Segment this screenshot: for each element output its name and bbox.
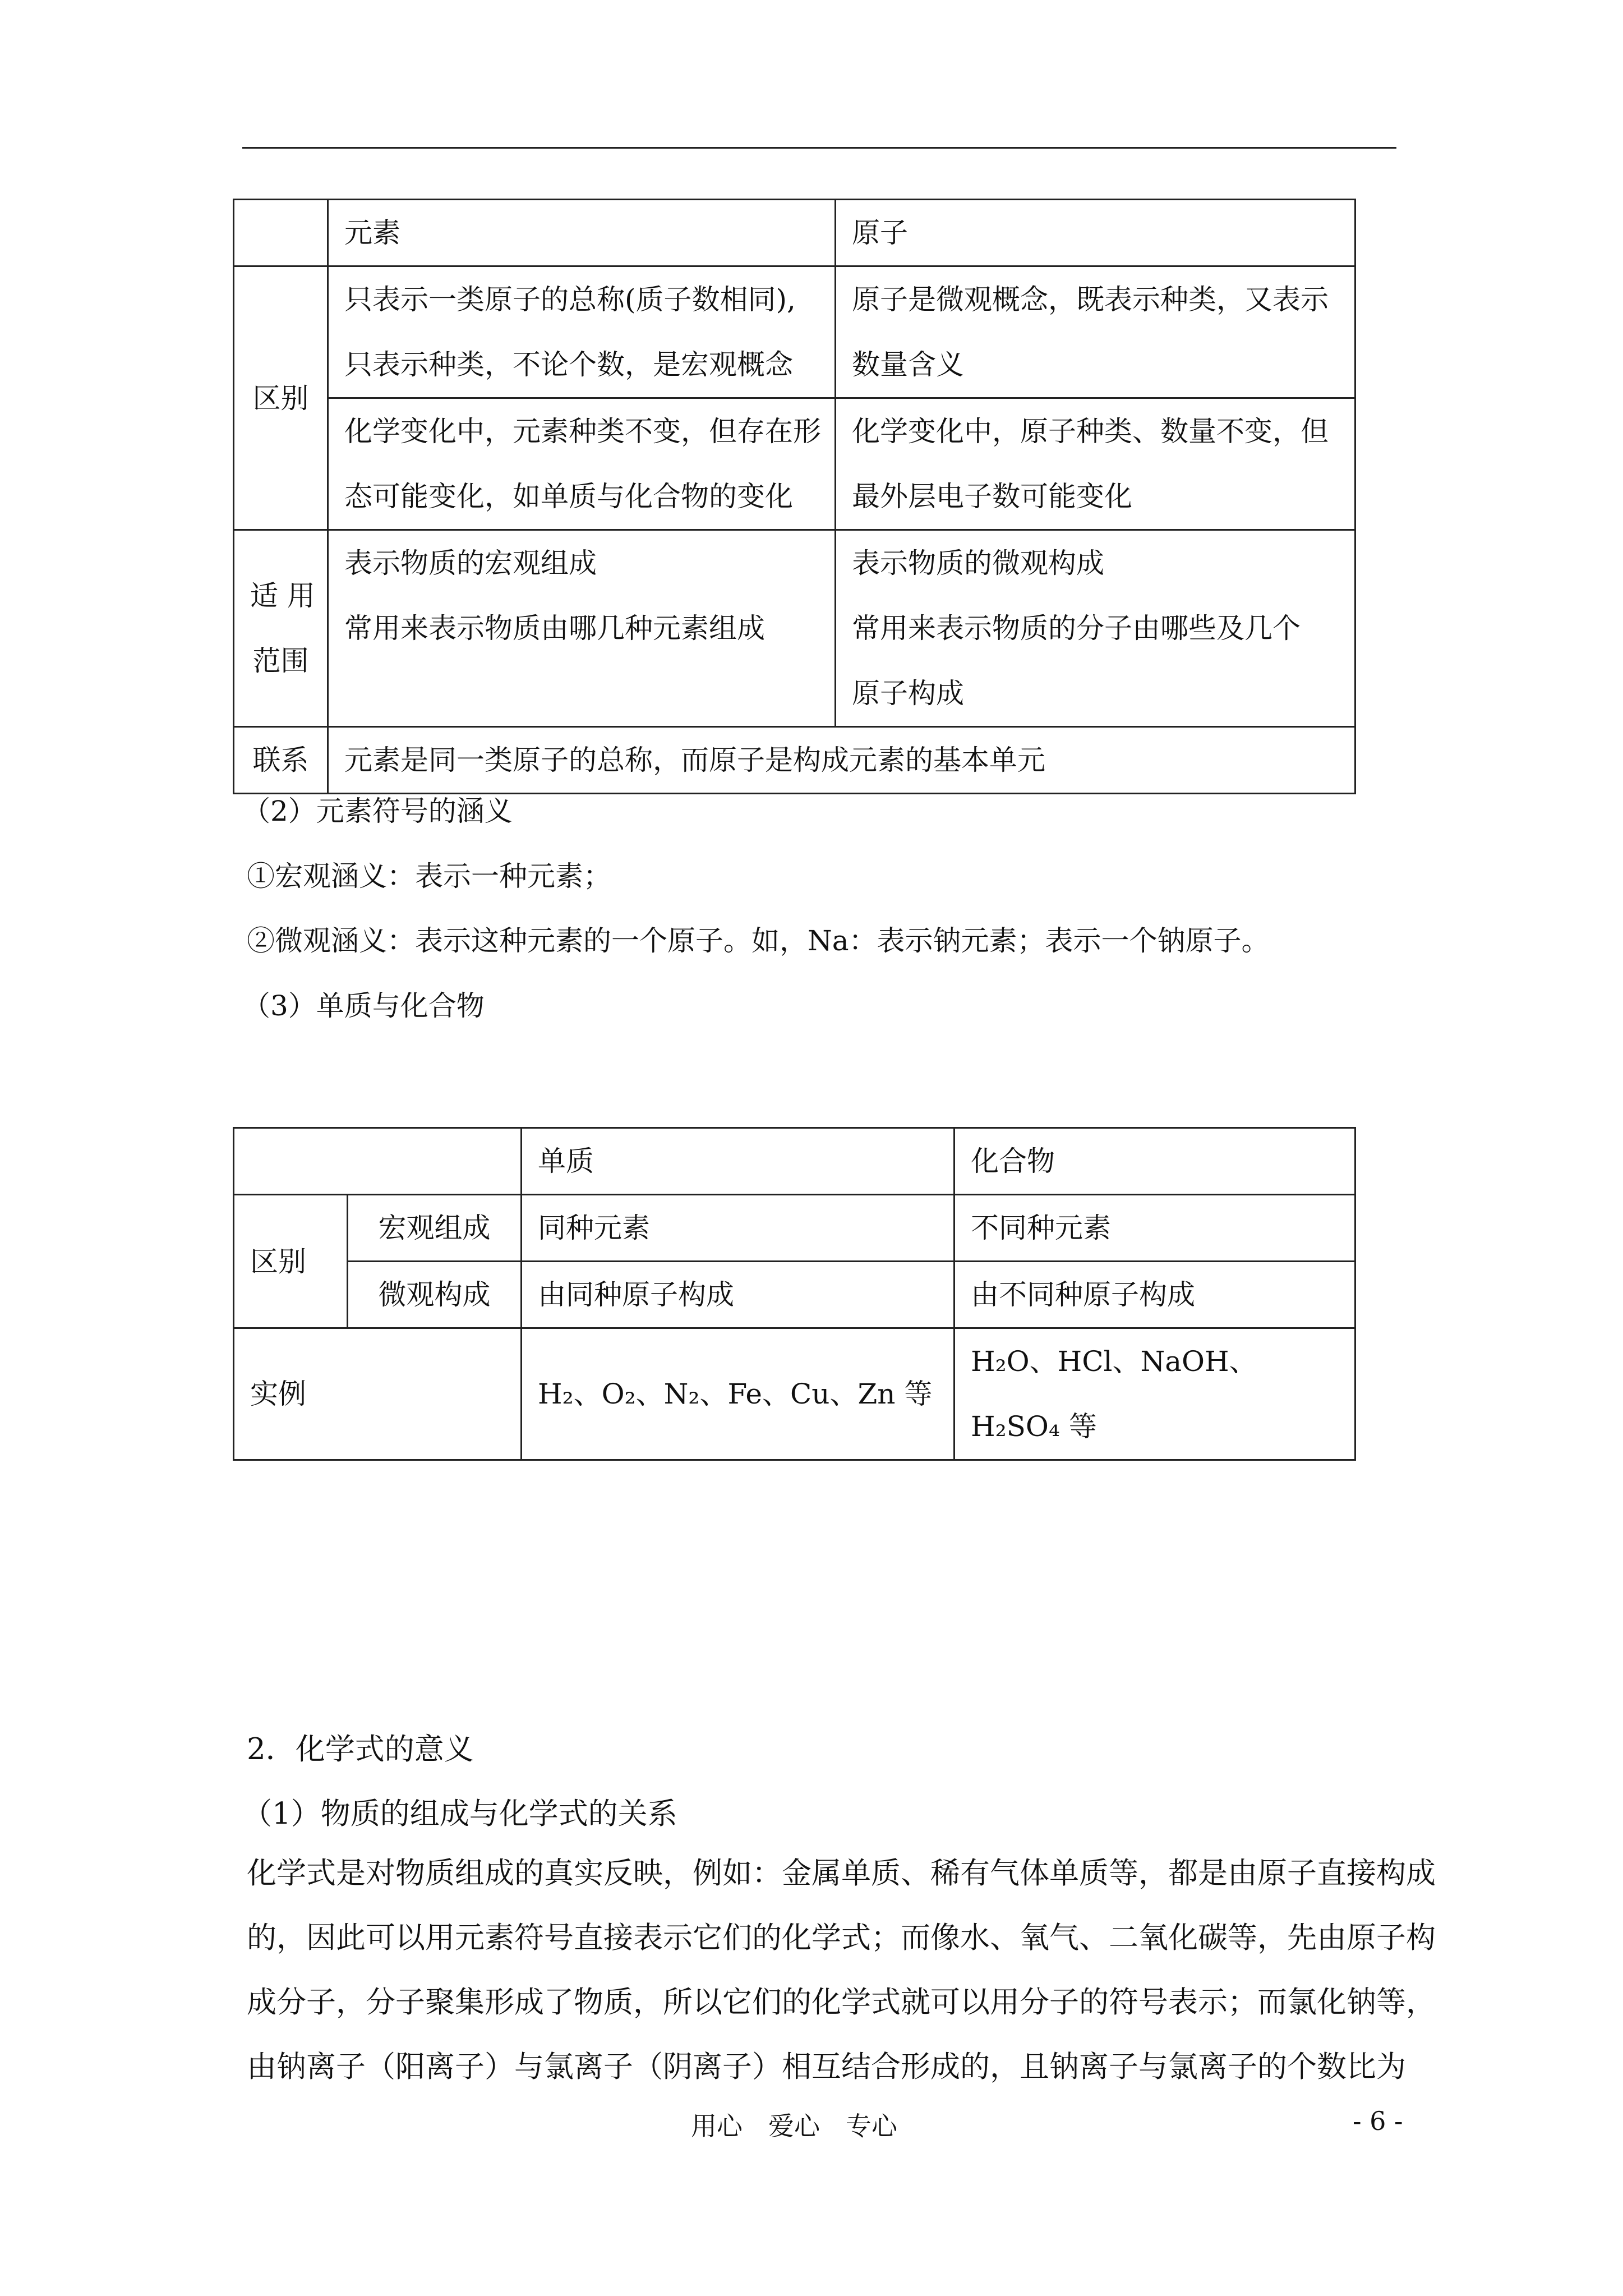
row-label-scope bbox=[234, 530, 328, 727]
column-header-compound: 化合物 bbox=[955, 1128, 1355, 1195]
cell-line: 化学变化中，原子种类、数量不变，但 bbox=[852, 415, 1329, 448]
cell-line: 只表示种类，不论个数，是宏观概念 bbox=[344, 348, 793, 381]
section-heading-symbol: （2）元素符号的涵义 bbox=[242, 795, 513, 827]
table-cell bbox=[836, 530, 1355, 727]
table-row bbox=[234, 1262, 1355, 1328]
cell-line: 常用来表示物质由哪几种元素组成 bbox=[344, 612, 765, 645]
table-row bbox=[234, 1128, 1355, 1195]
cell-line: 原子构成 bbox=[852, 677, 964, 710]
table-row bbox=[234, 1328, 1355, 1460]
cell-line: 数量含义 bbox=[852, 348, 964, 381]
cell-line: 化学变化中，元素种类不变，但存在形 bbox=[344, 415, 821, 448]
row-label-distinction: 区别 bbox=[234, 1195, 348, 1328]
section-heading-formula: 2．化学式的意义 bbox=[247, 1732, 474, 1766]
body-paragraph bbox=[247, 1841, 1436, 2099]
row-label-example: 实例 bbox=[234, 1328, 522, 1460]
footer-motto: 用心 爱心 专心 bbox=[691, 2111, 897, 2141]
table-row bbox=[234, 398, 1355, 530]
sub-label: 宏观组成 bbox=[348, 1195, 522, 1262]
table-corner-cell bbox=[234, 1128, 522, 1195]
table-cell: 不同种元素 bbox=[955, 1195, 1355, 1262]
cell-line: 适 用 bbox=[250, 579, 315, 612]
cell-line: 原子是微观概念，既表示种类，又表示 bbox=[852, 283, 1329, 316]
table-cell bbox=[328, 266, 836, 398]
micro-meaning: ②微观涵义：表示这种元素的一个原子。如，Na：表示钠元素；表示一个钠原子。 bbox=[247, 924, 1270, 957]
paragraph-line: 的，因此可以用元素符号直接表示它们的化学式；而像水、氧气、二氧化碳等，先由原子构 bbox=[247, 1921, 1436, 1955]
substance-compound-table bbox=[233, 1127, 1356, 1461]
relation-cell: 元素是同一类原子的总称，而原子是构成元素的基本单元 bbox=[328, 727, 1355, 794]
sub-label: 微观构成 bbox=[348, 1262, 522, 1328]
table-row bbox=[234, 200, 1355, 266]
table-row bbox=[234, 530, 1355, 727]
cell-line: 态可能变化，如单质与化合物的变化 bbox=[344, 480, 793, 513]
paragraph-line: 化学式是对物质组成的真实反映，例如：金属单质、稀有气体单质等，都是由原子直接构成 bbox=[247, 1856, 1436, 1890]
table-cell bbox=[328, 530, 836, 727]
cell-line: 范围 bbox=[252, 645, 309, 677]
page-number: - 6 - bbox=[1353, 2106, 1403, 2136]
table-row bbox=[234, 1195, 1355, 1262]
table-cell: 同种元素 bbox=[522, 1195, 955, 1262]
column-header-element: 元素 bbox=[328, 200, 836, 266]
header-rule bbox=[242, 147, 1396, 149]
table-cell bbox=[836, 398, 1355, 530]
row-label-distinction: 区别 bbox=[234, 266, 328, 530]
subheading-composition: （1）物质的组成与化学式的关系 bbox=[242, 1797, 677, 1831]
cell-line: 表示物质的宏观组成 bbox=[344, 547, 597, 579]
table-corner-cell bbox=[234, 200, 328, 266]
column-header-atom: 原子 bbox=[836, 200, 1355, 266]
cell-line: 只表示一类原子的总称(质子数相同), bbox=[344, 283, 796, 316]
example-compound-cell: H₂O、HCl、NaOH、H₂SO₄ 等 bbox=[955, 1328, 1355, 1460]
cell-line: 表示物质的微观构成 bbox=[852, 547, 1104, 579]
macro-meaning: ①宏观涵义：表示一种元素； bbox=[247, 860, 611, 892]
table-row bbox=[234, 727, 1355, 794]
paragraph-line: 由钠离子（阳离子）与氯离子（阴离子）相互结合形成的，且钠离子与氯离子的个数比为 bbox=[247, 2050, 1406, 2084]
section-heading-compound: （3）单质与化合物 bbox=[242, 990, 485, 1022]
row-label-relation: 联系 bbox=[234, 727, 328, 794]
cell-line: 最外层电子数可能变化 bbox=[852, 480, 1132, 513]
table-cell: 由不同种原子构成 bbox=[955, 1262, 1355, 1328]
table-cell: 由同种原子构成 bbox=[522, 1262, 955, 1328]
cell-line: 常用来表示物质的分子由哪些及几个 bbox=[852, 612, 1301, 645]
column-header-simple: 单质 bbox=[522, 1128, 955, 1195]
paragraph-line: 成分子，分子聚集形成了物质，所以它们的化学式就可以用分子的符号表示；而氯化钠等， bbox=[247, 1985, 1436, 2019]
table-cell bbox=[836, 266, 1355, 398]
table-row bbox=[234, 266, 1355, 398]
example-simple-cell: H₂、O₂、N₂、Fe、Cu、Zn 等 bbox=[522, 1328, 955, 1460]
table-cell bbox=[328, 398, 836, 530]
element-atom-table bbox=[233, 199, 1356, 794]
